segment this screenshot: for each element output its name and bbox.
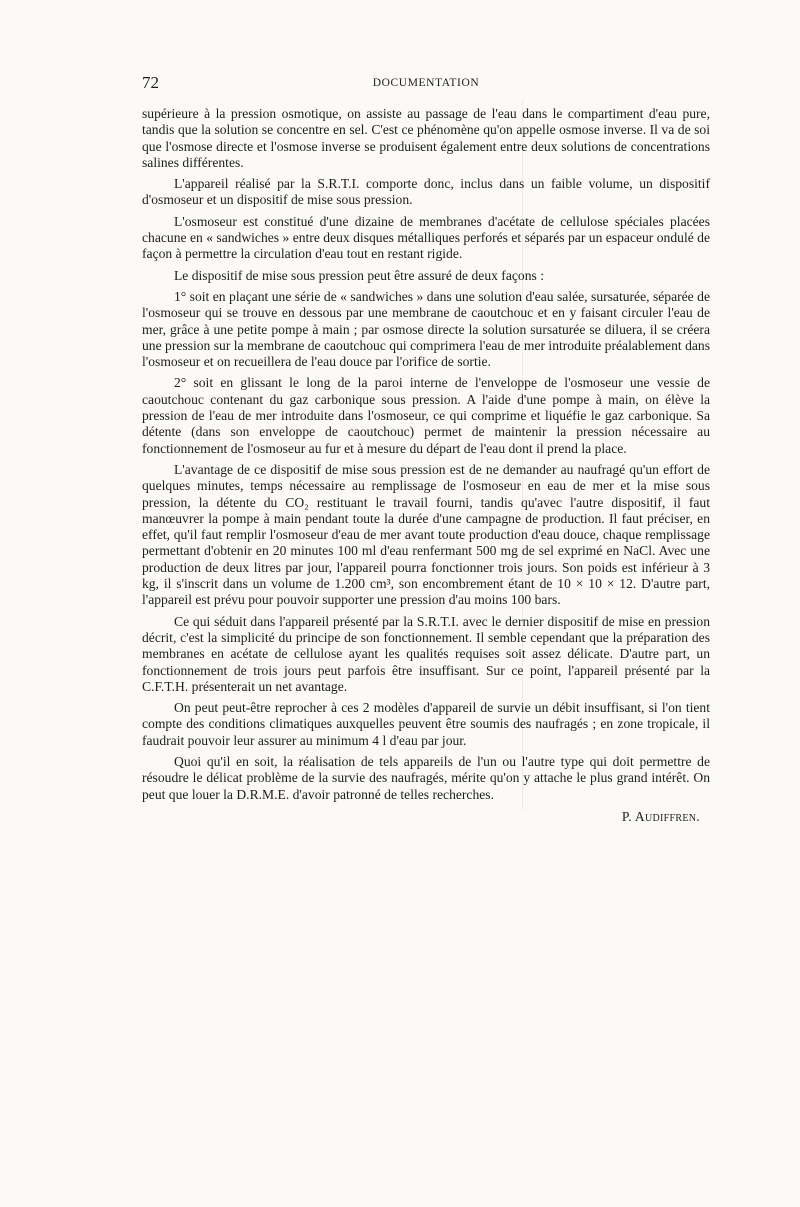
page-header <box>142 72 710 94</box>
paragraph-9: On peut peut-être reprocher à ces 2 modèles d'appareil de survie un débit insuffisant, si l'on tient compte des conditions climatiques auxquelles peuvent être soumis des naufragés ; en zone tropicale, il faudrait pouvoir leur assurer au minimum 4 l d'eau par jour. <box>142 700 710 748</box>
paragraph-3: L'osmoseur est constitué d'une dizaine de membranes d'acétate de cellulose spéciales placées chacune en « sandwiches » entre deux disques métalliques perforés et séparés par un espaceur ondulé de façon à permettre la circulation d'eau tout en restant rigide. <box>142 213 710 262</box>
paragraph-4: Le dispositif de mise sous pression peut être assuré de deux façons : <box>174 267 544 283</box>
article-body <box>142 106 710 830</box>
paragraph-6: 2° soit en glissant le long de la paroi interne de l'enveloppe de l'osmoseur une vessie de caoutchouc contenant du gaz carbonique sous pression. A l'aide d'une pompe à main, on élève la pression de l'eau de mer introduite dans l'osmoseur, ce qui comprime et liquéfie le gaz carbonique. Sa détente (dans son enveloppe de caoutchouc) permet de maintenir la pression nécessaire au fonctionnement de l'osmoseur au fur et à mesure du départ de l'eau dont il prend la place. <box>142 375 710 456</box>
paragraph-2: L'appareil réalisé par la S.R.T.I. comporte donc, inclus dans un faible volume, un dispositif d'osmoseur et un dispositif de mise sous pression. <box>142 176 710 208</box>
paragraph-10: Quoi qu'il en soit, la réalisation de tels appareils de l'un ou l'autre type qui doit permettre de résoudre le délicat problème de la survie des naufragés, mérite qu'on y attache le plus grand intérêt. On peut que louer la D.R.M.E. d'avoir patronné de telles recherches. <box>142 753 710 802</box>
paragraph-7: L'avantage de ce dispositif de mise sous pression est de ne demander au naufragé qu'un effort de quelques minutes, temps nécessaire au remplissage de l'osmoseur en eau de mer et la mise sous pression, la détente du CO₂ restituant le travail fourni, tandis qu'avec l'autre dispositif, il faut manœuvrer la pompe à main pendant toute la durée d'une campagne de production. Il faut préciser, en effet, qu'il faut remplir l'osmoseur d'eau de mer avant toute production d'eau douce, chaque remplissage permettant d'obtenir en 20 minutes 100 ml d'eau renfermant 500 mg de sel exprimé en NaCl. Avec une production de deux litres par jour, l'appareil pourra fonctionner trois jours. Son poids est inférieur à 3 kg, il s'inscrit dans un volume de 1.200 cm³, son encombrement étant de 10 × 10 × 12. D'autre part, l'appareil est prévu pour pouvoir supporter une pression d'au moins 100 bars. <box>142 461 710 608</box>
page-number: 72 <box>142 73 159 92</box>
running-title: DOCUMENTATION <box>372 77 480 89</box>
author-signature: P. Audiffren. <box>621 808 700 824</box>
paragraph-5: 1° soit en plaçant une série de « sandwiches » dans une solution d'eau salée, sursaturée, séparée de l'osmoseur qui se trouve en dessous par une membrane de caoutchouc et en y faisant circuler l'eau de mer, grâce à une petite pompe à main ; par osmose directe la solution sursaturée se diluera, il se créera une pression sur la membrane de caoutchouc qui comprimera l'eau de mer introduite préalablement dans l'osmoseur et on recueillera de l'eau douce par l'orifice de sortie. <box>142 288 710 370</box>
paragraph-8: Ce qui séduit dans l'appareil présenté par la S.R.T.I. avec le dernier dispositif de mise en pression décrit, c'est la simplicité du principe de son fonctionnement. Il semble cependant que la préparation des membranes en acétate de cellulose ayant les qualités requises soit assez délicate. D'autre part, un fonctionnement de trois jours peut parfois être insuffisant. Sur ce point, l'appareil présenté par la C.F.T.H. présenterait un net avantage. <box>142 613 710 694</box>
paragraph-1: supérieure à la pression osmotique, on assiste au passage de l'eau dans le compartiment d'eau pure, tandis que la solution se concentre en sel. C'est ce phénomène qu'on appelle osmose inverse. Il va de soi que l'osmose directe et l'osmose inverse se produisent également entre deux solutions de concentrations salines différentes. <box>142 106 710 170</box>
